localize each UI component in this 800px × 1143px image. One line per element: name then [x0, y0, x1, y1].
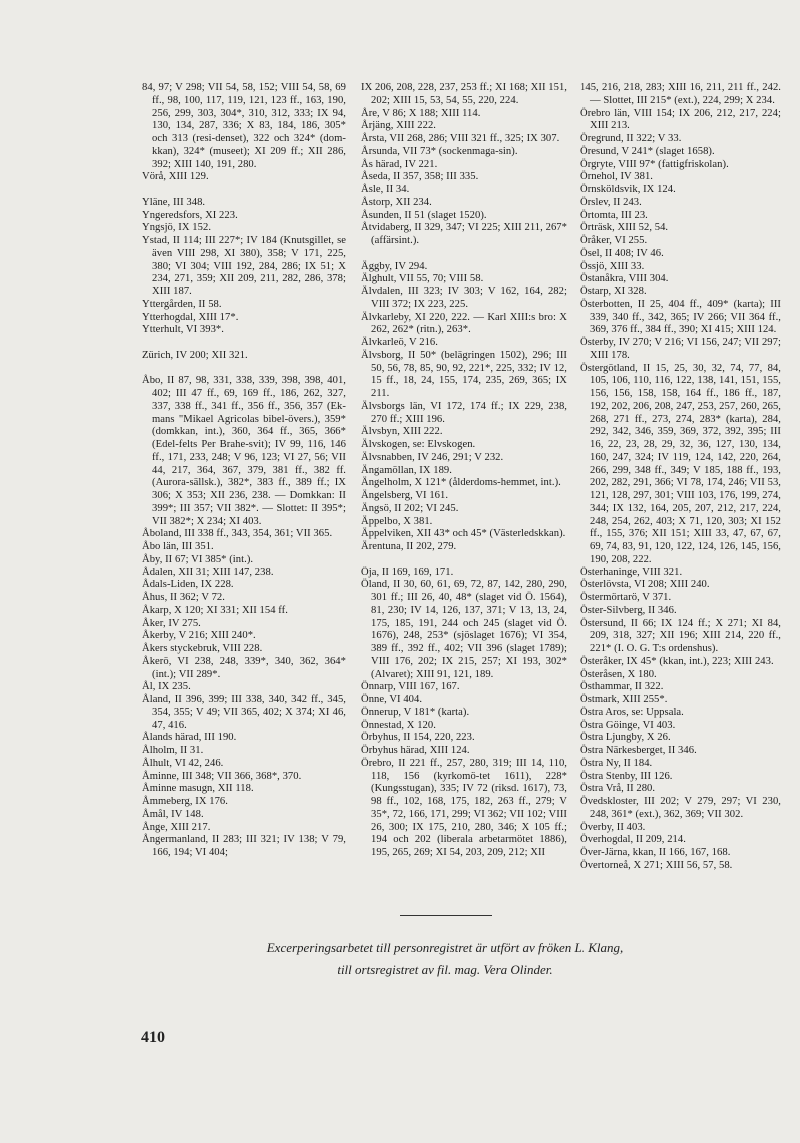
index-entry: Ålands härad, III 190.: [142, 732, 237, 744]
index-entry: Östanåkra, VIII 304.: [580, 273, 669, 285]
credit-note-line-1: Excerperingsarbetet till personregistret är utfört av fröken L. Klang,: [266, 940, 624, 955]
index-entry: Örslev, II 243.: [580, 196, 642, 208]
index-entry: Åhus, II 362; V 72.: [142, 592, 225, 603]
index-entry: Önne, VI 404.: [361, 694, 423, 705]
index-entry: Älvkarleby, XI 220, 222. — Karl XIII:s bro: X 262, 262* (ritn.), 263*.: [361, 311, 567, 336]
index-entry: Älvsborgs län, VI 172, 174 ff.; IX 229, 238, 270 ff.; XIII 196.: [361, 400, 567, 425]
index-entry: Örnehol, IV 381.: [580, 171, 653, 183]
index-entry: Älvsborg, II 50* (belägringen 1502), 296; III 50, 56, 78, 85, 90, 92, 221*, 225, 332; IV 12, 15 ff., 18, 24, 155, 174, 235, 269, 365; IX 211.: [361, 349, 567, 399]
index-entry: Öresund, V 241* (slaget 1658).: [580, 145, 715, 157]
index-entry: Ål, IX 235.: [142, 681, 191, 693]
index-entry: Åtvidaberg, II 329, 347; VI 225; XIII 211, 267* (affärsint.).: [361, 222, 567, 246]
letter-group-gap: [142, 337, 346, 350]
index-entry: Ådals-Liden, IX 228.: [142, 579, 234, 591]
index-entry: Ånge, XIII 217.: [142, 821, 211, 833]
index-entry: Österby, IV 270; V 216; VI 156, 247; VII 297; XIII 178.: [580, 337, 781, 361]
index-entry: Åminne, III 348; VII 366, 368*, 370.: [142, 770, 302, 782]
index-entry: Åkerby, V 216; XIII 240*.: [142, 630, 256, 642]
index-entry: 145, 216, 218, 283; XIII 16, 211, 211 ff., 242. — Slottet, III 215* (ext.), 224, 299; X 234.: [580, 82, 781, 106]
index-entry: Östmark, XIII 255*.: [580, 694, 668, 705]
index-entry: Ängelsberg, VI 161.: [361, 490, 449, 501]
index-entry: Östhammar, II 322.: [580, 681, 664, 693]
index-entry: Ösel, II 408; IV 46.: [580, 247, 664, 259]
index-entry: IX 206, 208, 228, 237, 253 ff.; XI 168; XII 151, 202; XIII 15, 53, 54, 55, 220, 224.: [361, 82, 567, 106]
index-entry: Äppelbo, X 381.: [361, 515, 433, 527]
footnote-divider: [400, 915, 492, 916]
index-entry: Övertorneå, X 271; XIII 56, 57, 58.: [580, 859, 733, 871]
index-entry: Östra Närkesberget, II 346.: [580, 745, 697, 756]
index-entry: Åkerö, VI 238, 248, 339*, 340, 362, 364* (int.); VII 289*.: [142, 655, 346, 680]
index-entry: Östersund, II 66; IX 124 ff.; X 271; XI 84, 209, 318, 327; XII 196; XIII 214, 220 ff., 221* (I. O. G. T:s ordenshus).: [580, 617, 781, 654]
index-entry: Össjö, XIII 33.: [580, 260, 645, 272]
index-entry: Älghult, VII 55, 70; VIII 58.: [361, 273, 484, 285]
index-entry: Öregrund, II 322; V 33.: [580, 133, 682, 144]
index-entry: Årsta, VII 268, 286; VIII 321 ff., 325; IX 307.: [361, 133, 560, 144]
index-entry: Östergötland, II 15, 25, 30, 32, 74, 77, 84, 105, 106, 110, 116, 122, 138, 141, 151, 155, 156, 156, 158, 158, 164 ff., 186 ff., 187, 192, 202, 206, 208, 247, 253, 257, 260, 265, 268, 271 ff., 273, 274, 283* (karta), 284, 292, 342, 346, 359, 369, 372, 392, 395; III 16, 22, 23, 28, 29, 32, 36, 127, 130, 134, 160, 247, 324; IV 119, 124, 142, 220, 264, 266, 299, 348 ff., 349; V 185, 188 ff., 193, 202, 282, 291, 366; VI 78, 174, 246; VII 53, 121, 128, 297, 301; VIII 103, 176, 199, 274, 344; IX 132, 164, 205, 207, 212, 217, 224, 248, 254, 262, 403; X 71, 120, 303; XI 152 ff., 155, 376; XII 151; XIII 33, 47, 67, 67, 69, 74, 83, 91, 120, 122, 124, 126, 145, 156, 190, 208, 222.: [580, 362, 781, 565]
index-entry: Årsunda, VII 73* (sockenmaga-sin).: [361, 145, 518, 157]
index-entry: Öja, II 169, 169, 171.: [361, 566, 454, 578]
index-entry: Ålholm, II 31.: [142, 745, 204, 756]
index-entry: Österbotten, II 25, 404 ff., 409* (karta); III 339, 340 ff., 342, 365; IV 266; VII 364 ff., 369, 376 ff., 384 ff., 390; XI 415; XIII 124.: [580, 298, 781, 336]
index-entry: Över-Järna, kkan, II 166, 167, 168.: [580, 847, 731, 858]
index-entry: Yläne, III 348.: [142, 196, 206, 208]
index-entry: Örbyhus, II 154, 220, 223.: [361, 732, 475, 744]
index-entry: Åsunden, II 51 (slaget 1520).: [361, 209, 487, 221]
index-entry: Önnarp, VIII 167, 167.: [361, 681, 460, 693]
index-entry: Öster-Silvberg, II 346.: [580, 604, 677, 616]
index-entry: Överhogdal, II 209, 214.: [580, 834, 686, 846]
index-entry: Åre, V 86; X 188; XIII 114.: [361, 107, 481, 119]
index-entry: Älvsbyn, XIII 222.: [361, 426, 443, 438]
index-entry: Ängamöllan, IX 189.: [361, 464, 452, 476]
index-entry: Östra Ny, II 184.: [580, 757, 653, 769]
index-entry: Örgryte, VIII 97* (fattigfriskolan).: [580, 158, 729, 170]
index-entry: Ängelholm, X 121* (ålderdoms-hemmet, int.).: [361, 477, 561, 489]
index-entry: Ytterhogdal, XIII 17*.: [142, 311, 239, 323]
index-entry: Åstorp, XII 234.: [361, 196, 432, 208]
index-entry: Östra Göinge, VI 403.: [580, 719, 676, 731]
index-entry: Överby, II 403.: [580, 821, 646, 833]
page-number: 410: [141, 1029, 165, 1046]
index-column-2: [361, 82, 567, 860]
index-column-1: [142, 82, 346, 860]
index-entry: Övedskloster, III 202; V 279, 297; VI 230, 248, 361* (ext.), 362, 369; VII 302.: [580, 796, 781, 820]
index-entry: Yngeredsfors, XI 223.: [142, 209, 238, 221]
index-entry: Österåker, IX 45* (kkan, int.), 223; XIII 243.: [580, 655, 774, 667]
index-entry: Åmål, IV 148.: [142, 808, 204, 820]
index-entry: Österåsen, X 180.: [580, 668, 657, 680]
index-entry: Åminne masugn, XII 118.: [142, 783, 254, 795]
index-entry: Åboland, III 338 ff., 343, 354, 361; VII 365.: [142, 528, 333, 540]
index-entry: Älvdalen, III 323; IV 303; V 162, 164, 282; VIII 372; IX 223, 225.: [361, 286, 567, 310]
index-entry: Östra Aros, se: Uppsala.: [580, 706, 684, 718]
index-entry: Östra Ljungby, X 26.: [580, 732, 671, 744]
index-entry: Åby, II 67; VI 385* (int.).: [142, 553, 254, 565]
letter-group-gap: [142, 363, 346, 376]
index-entry: Årjäng, XIII 222.: [361, 120, 436, 132]
index-entry: Zürich, IV 200; XII 321.: [142, 349, 248, 361]
index-entry: Ängsö, II 202; VI 245.: [361, 502, 459, 514]
index-entry: Östra Stenby, III 126.: [580, 770, 673, 782]
index-entry: Öland, II 30, 60, 61, 69, 72, 87, 142, 280, 290, 301 ff.; III 26, 40, 48* (slaget vid Ö. 1564), 81, 230; IV 14, 126, 137, 371; V 13, 13, 24, 175, 185, 191, 244 och 245 (slaget vid Ö. 1676), 248, 253* (sjöslaget 1676); VI 354, 389 ff., 392 ff., 402; VII 396 (slaget 1789); VIII 176, 202; IX 215, 257; XI 193, 302* (Alvaret); XIII 91, 121, 189.: [361, 579, 567, 680]
index-entry: Örträsk, XIII 52, 54.: [580, 222, 669, 234]
index-entry: Örtomta, III 23.: [580, 209, 648, 221]
index-column-3: [580, 82, 781, 873]
index-entry: Äggby, IV 294.: [361, 260, 428, 272]
index-entry: Örnsköldsvik, IX 124.: [580, 184, 676, 195]
index-entry: Önnerup, V 181* (karta).: [361, 706, 470, 718]
index-entry: Östra Vrå, II 280.: [580, 783, 656, 795]
index-entry: Östarp, XI 328.: [580, 286, 647, 297]
index-entry: Östermörtarö, V 371.: [580, 592, 672, 603]
letter-group-gap: [142, 184, 346, 197]
index-entry: Öråker, VI 255.: [580, 235, 648, 246]
index-entry: 84, 97; V 298; VII 54, 58, 152; VIII 54, 58, 69 ff., 98, 100, 117, 119, 121, 123 ff., 163, 190, 256, 299, 303, 304*, 310, 312, 333; IX 94, 130, 134, 287, 336; X 83, 184, 186, 305* och 313 (resi-denset), 322 och 324* (dom-kkan), 324* (museet); XI 209 ff.; XII 286, 392; XIII 140, 191, 280.: [142, 82, 346, 170]
index-entry: Österlövsta, VI 208; XIII 240.: [580, 579, 710, 591]
index-entry: Yttergården, II 58.: [142, 298, 222, 310]
index-entry: Äppelviken, XII 43* och 45* (Västerledskkan).: [361, 528, 566, 540]
index-entry: Ångermanland, II 283; III 321; IV 138; V 79, 166, 194; VI 404;: [142, 834, 346, 858]
letter-group-gap: [361, 554, 567, 567]
index-entry: Åker, IV 275.: [142, 617, 201, 629]
index-entry: Åsle, II 34.: [361, 184, 410, 195]
index-entry: Ystad, II 114; III 227*; IV 184 (Knutsgillet, se även VIII 298, XI 380), 358; V 171, 225, 380; VI 304; VIII 192, 284, 286; IX 51; X 234, 271, 359; XII 209, 211, 282, 286, 378; XIII 187.: [142, 235, 346, 297]
index-entry: Vörå, XIII 129.: [142, 171, 209, 183]
index-entry: Ärentuna, II 202, 279.: [361, 541, 457, 552]
index-entry: Åkarp, X 120; XI 331; XII 154 ff.: [142, 604, 288, 616]
letter-group-gap: [361, 248, 567, 261]
index-entry: Ås härad, IV 221.: [361, 158, 438, 170]
index-entry: Österhaninge, VIII 321.: [580, 566, 683, 578]
index-entry: Åkers styckebruk, VIII 228.: [142, 643, 263, 654]
index-entry: Åbo, II 87, 98, 331, 338, 339, 398, 398, 401, 402; III 47 ff., 69, 169 ff., 186, 262, 327, 337, 338 ff., 341 ff., 356 ff., 356, 357 (Ek-mans "Mikael Agricolas bibel-övers.), 359* (domkkan, int.), 360, 364 ff., 365, 366* (Edel-felts Per Brahe-svit); IV 99, 116, 146 ff., 171, 233, 248; V 96, 123; VI 27, 56; VII 44, 217, 364, 367, 379, 381 ff., 382 ff. (Aurora-sällsk.), 382*, 383 ff., 389 ff.; IX 306; X 353; XII 236, 238. — Domkkan: II 399*; III 357; VII 382*. — Slottet: II 395*; VII 382*; X 234; XI 403.: [142, 375, 346, 527]
index-entry: Örebro län, VIII 154; IX 206, 212, 217, 224; XIII 213.: [580, 107, 781, 132]
index-entry: Älvkarleö, V 216.: [361, 337, 438, 348]
index-entry: Örebro, II 221 ff., 257, 280, 319; III 14, 110, 118, 156 (kyrkomö-tet 1611), 228* (Kungsstugan), 335; IV 72 (riksd. 1617), 73, 98 ff., 102, 168, 175, 182, 263 ff., 279; V 35*, 72, 166, 171, 299; VI 362; VII 102; VIII 26, 300; IX 175, 210, 280, 346; X 105 ff.; 194 och 202 (liberala arbetarmötet 1886), 195, 265, 269; XI 54, 203, 209, 212; XII: [361, 757, 567, 858]
index-entry: Ålhult, VI 42, 246.: [142, 757, 224, 769]
index-entry: Ytterhult, VI 393*.: [142, 324, 224, 336]
index-entry: Ådalen, XII 31; XIII 147, 238.: [142, 566, 274, 578]
index-entry: Örbyhus härad, XIII 124.: [361, 745, 470, 756]
index-entry: Åbo län, III 351.: [142, 541, 214, 552]
index-entry: Åmmeberg, IX 176.: [142, 796, 228, 807]
credit-note-line-2: till ortsregistret av fil. mag. Vera Olinder.: [337, 962, 553, 977]
index-entry: Önnestad, X 120.: [361, 719, 436, 731]
index-entry: Åseda, II 357, 358; III 335.: [361, 171, 479, 183]
index-entry: Älvsnabben, IV 246, 291; V 232.: [361, 451, 504, 463]
index-entry: Yngsjö, IX 152.: [142, 222, 212, 234]
index-entry: Åland, II 396, 399; III 338, 340, 342 ff., 345, 354, 355; V 49; VII 365, 402; X 374; XI 46, 47, 416.: [142, 694, 346, 731]
index-entry: Älvskogen, se: Elvskogen.: [361, 439, 476, 450]
